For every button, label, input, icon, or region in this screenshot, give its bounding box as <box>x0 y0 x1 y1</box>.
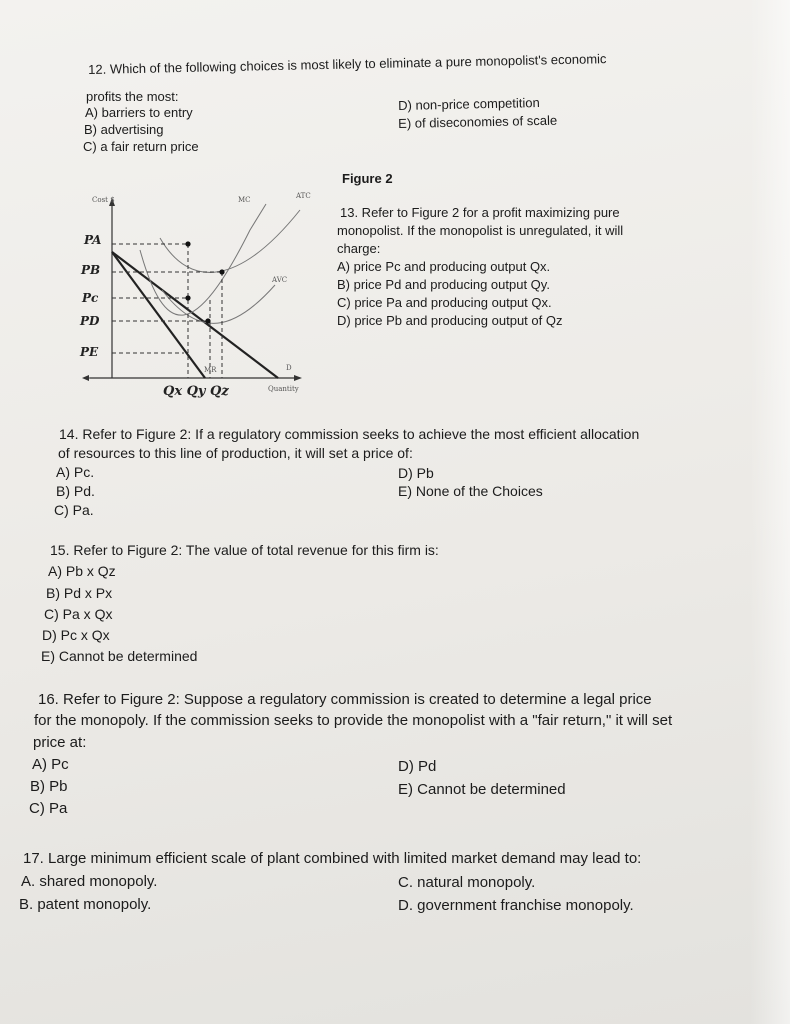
q14-option-d: D) Pb <box>398 465 434 481</box>
q17-stem-line1: 17. Large minimum efficient scale of plant combined with limited market demand may lead to: <box>23 850 642 867</box>
q13-option-d: D) price Pb and producing output of Qz <box>337 313 563 328</box>
q13-option-a: A) price Pc and producing output Qx. <box>337 259 551 274</box>
handwritten-quantities: Qx Qy Qz <box>163 384 229 399</box>
q12-stem-line1: 12. Which of the following choices is most likely to eliminate a pure monopolist's economic <box>88 51 607 77</box>
q14-stem-line2: of resources to this line of production, it will set a price of: <box>58 445 413 461</box>
marginal-revenue-curve <box>112 252 205 378</box>
q13-stem-line1: 13. Refer to Figure 2 for a profit maximizing pure <box>340 205 620 220</box>
q14-option-c: C) Pa. <box>54 502 94 518</box>
q16-stem-line1: 16. Refer to Figure 2: Suppose a regulatory commission is created to determine a legal price <box>38 691 652 708</box>
x-axis-left-arrow <box>82 375 89 381</box>
handwritten-pb: PB <box>81 263 101 277</box>
point-b <box>219 269 224 274</box>
x-axis-arrow <box>294 375 302 381</box>
label-atc: ATC <box>296 192 311 200</box>
figure-title: Figure 2 <box>342 171 393 186</box>
q16-option-d: D) Pd <box>398 758 437 775</box>
paper-edge <box>750 0 790 1024</box>
q15-option-a: A) Pb x Qz <box>48 563 116 579</box>
q15-option-c: C) Pa x Qx <box>44 606 113 622</box>
q17-option-a: A. shared monopoly. <box>21 873 158 890</box>
point-c <box>205 318 210 323</box>
label-mc: MC <box>238 196 251 204</box>
label-quantity: Quantity <box>268 385 299 393</box>
q15-option-b: B) Pd x Px <box>46 585 113 601</box>
handwritten-pe: PE <box>80 345 99 359</box>
q16-stem-line3: price at: <box>33 734 87 751</box>
q12-stem-line2: profits the most: <box>86 89 179 104</box>
q13-option-b: B) price Pd and producing output Qy. <box>337 277 550 292</box>
q14-option-b: B) Pd. <box>56 483 95 499</box>
q13-option-c: C) price Pa and producing output Qx. <box>337 295 552 310</box>
handwritten-pc: Pc <box>82 291 99 305</box>
q13-stem-line2: monopolist. If the monopolist is unregulated, it will <box>337 223 624 238</box>
label-avc: AVC <box>272 276 288 284</box>
q16-stem-line2: for the monopoly. If the commission seeks to provide the monopolist with a "fair return," it will set <box>34 712 673 729</box>
q15-stem-line1: 15. Refer to Figure 2: The value of total revenue for this firm is: <box>50 542 439 558</box>
q15-option-d: D) Pc x Qx <box>42 627 110 643</box>
q17-option-c: C. natural monopoly. <box>398 874 536 891</box>
q12-option-c: C) a fair return price <box>83 139 199 154</box>
q17-option-b: B. patent monopoly. <box>19 896 152 913</box>
q14-option-a: A) Pc. <box>56 464 95 480</box>
q15-option-e: E) Cannot be determined <box>41 648 198 664</box>
q16-option-a: A) Pc <box>32 756 69 773</box>
point-a <box>185 241 190 246</box>
handwritten-pd: PD <box>80 314 100 328</box>
point-d <box>185 295 190 300</box>
q14-option-e: E) None of the Choices <box>398 483 543 499</box>
q12-option-e: E) of diseconomies of scale <box>398 112 558 131</box>
q17-option-d: D. government franchise monopoly. <box>398 897 634 914</box>
average-total-cost-curve <box>160 210 300 272</box>
marginal-cost-curve <box>140 204 266 315</box>
q12-option-b: B) advertising <box>84 122 164 137</box>
handwritten-pa: PA <box>84 233 102 247</box>
figure-2-graph <box>70 190 340 400</box>
q16-option-b: B) Pb <box>30 778 68 795</box>
demand-curve <box>112 252 278 378</box>
q16-option-e: E) Cannot be determined <box>398 781 566 798</box>
label-mr: MR <box>204 366 217 374</box>
label-cost: Cost $ <box>92 196 115 204</box>
q16-option-c: C) Pa <box>29 800 68 817</box>
q13-stem-line3: charge: <box>337 241 381 256</box>
q14-stem-line1: 14. Refer to Figure 2: If a regulatory commission seeks to achieve the most efficient allocation <box>59 426 640 442</box>
label-d: D <box>286 364 292 372</box>
q12-option-a: A) barriers to entry <box>85 105 193 120</box>
q12-option-d: D) non-price competition <box>398 95 540 113</box>
